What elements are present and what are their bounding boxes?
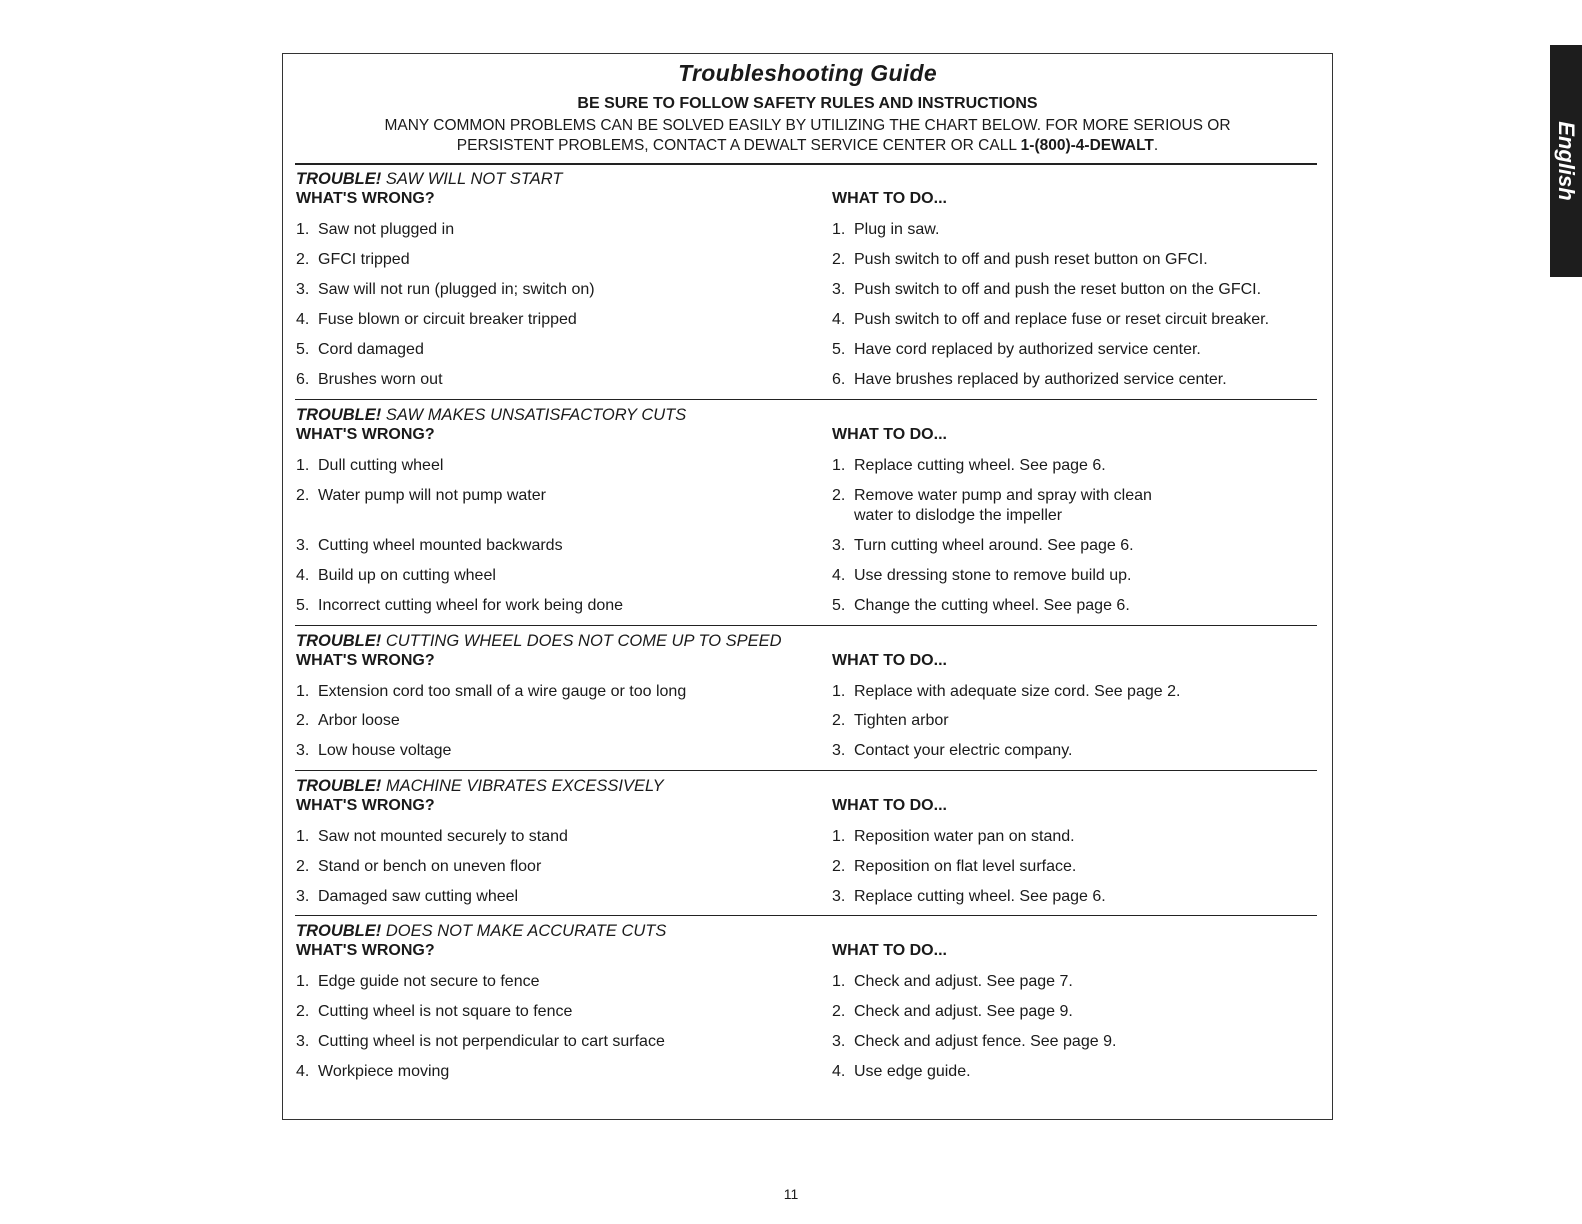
- solution-item: 1. Replace cutting wheel. See page 6.: [832, 457, 1106, 474]
- problem-item: 4. Fuse blown or circuit breaker tripped: [296, 311, 577, 328]
- safety-subtitle: BE SURE TO FOLLOW SAFETY RULES AND INSTRUCTIONS: [577, 95, 1038, 112]
- solution-item: 2. Remove water pump and spray with clean water to dislodge the impeller: [832, 487, 1152, 524]
- section-title: [296, 922, 666, 941]
- trouble-description: CUTTING WHEEL DOES NOT COME UP TO SPEED: [385, 632, 782, 650]
- solution-item: 3. Check and adjust fence. See page 9.: [832, 1033, 1117, 1050]
- trouble-label: TROUBLE!: [296, 777, 382, 795]
- whats-wrong-header: WHAT'S WRONG?: [296, 190, 435, 207]
- problem-item: 2. Water pump will not pump water: [296, 487, 546, 504]
- problem-item: 2. GFCI tripped: [296, 251, 410, 268]
- guide-title: Troubleshooting Guide: [678, 60, 937, 86]
- solution-item: 1. Replace with adequate size cord. See page 2.: [832, 683, 1181, 700]
- solution-item: 4. Use dressing stone to remove build up.: [832, 567, 1132, 584]
- problem-item: 1. Extension cord too small of a wire gauge or too long: [296, 683, 687, 700]
- problem-item: 5. Incorrect cutting wheel for work being done: [296, 597, 624, 614]
- intro-line-1: MANY COMMON PROBLEMS CAN BE SOLVED EASILY BY UTILIZING THE CHART BELOW. FOR MORE SERIOUS OR: [384, 117, 1231, 134]
- solution-item: 5. Have cord replaced by authorized service center.: [832, 341, 1201, 358]
- whats-wrong-header: WHAT'S WRONG?: [296, 797, 435, 814]
- section-title: [296, 406, 686, 425]
- service-phone: 1-(800)-4-DEWALT: [1020, 137, 1154, 154]
- problem-item: 1. Saw not plugged in: [296, 221, 455, 238]
- what-to-do-header: WHAT TO DO...: [832, 797, 947, 814]
- solution-item: 2. Tighten arbor: [832, 712, 949, 729]
- solution-item: 3. Turn cutting wheel around. See page 6.: [832, 537, 1134, 554]
- problem-item: 6. Brushes worn out: [296, 371, 443, 388]
- section-divider: [295, 770, 1317, 771]
- problem-item: 2. Stand or bench on uneven floor: [296, 858, 542, 875]
- section-divider: [295, 625, 1317, 626]
- page-number: 11: [783, 1186, 799, 1202]
- whats-wrong-header: WHAT'S WRONG?: [296, 426, 435, 443]
- what-to-do-header: WHAT TO DO...: [832, 190, 947, 207]
- solution-item: 5. Change the cutting wheel. See page 6.: [832, 597, 1130, 614]
- problem-item: 4. Build up on cutting wheel: [296, 567, 496, 584]
- problem-item: 3. Damaged saw cutting wheel: [296, 888, 519, 905]
- problem-item: 4. Workpiece moving: [296, 1063, 450, 1080]
- whats-wrong-header: WHAT'S WRONG?: [296, 652, 435, 669]
- section-title: [296, 777, 664, 796]
- solution-item: 1. Reposition water pan on stand.: [832, 828, 1075, 845]
- header-divider: [295, 163, 1317, 165]
- problem-item: 3. Cutting wheel mounted backwards: [296, 537, 563, 554]
- trouble-label: TROUBLE!: [296, 632, 382, 650]
- troubleshooting-frame: [282, 53, 1333, 1120]
- intro-line-2-suffix: .: [1153, 137, 1159, 154]
- problem-item: 5. Cord damaged: [296, 341, 424, 358]
- language-tab-label: English: [1554, 121, 1579, 201]
- solution-item: 1. Plug in saw.: [832, 221, 940, 238]
- trouble-label: TROUBLE!: [296, 922, 382, 940]
- solution-item: 2. Push switch to off and push reset button on GFCI.: [832, 251, 1208, 268]
- section-title: [296, 632, 782, 651]
- solution-item: 3. Replace cutting wheel. See page 6.: [832, 888, 1106, 905]
- trouble-description: SAW WILL NOT START: [385, 170, 563, 188]
- solution-item: 2. Reposition on flat level surface.: [832, 858, 1077, 875]
- trouble-label: TROUBLE!: [296, 406, 382, 424]
- solution-item: 2. Check and adjust. See page 9.: [832, 1003, 1073, 1020]
- section-divider: [295, 915, 1317, 916]
- solution-item: 3. Contact your electric company.: [832, 742, 1073, 759]
- solution-item: 6. Have brushes replaced by authorized service center.: [832, 371, 1227, 388]
- problem-item: 1. Dull cutting wheel: [296, 457, 444, 474]
- language-side-tab: [1550, 45, 1582, 277]
- problem-item: 3. Cutting wheel is not perpendicular to cart surface: [296, 1033, 665, 1050]
- problem-item: 3. Saw will not run (plugged in; switch on): [296, 281, 595, 298]
- whats-wrong-header: WHAT'S WRONG?: [296, 942, 435, 959]
- problem-item: 1. Edge guide not secure to fence: [296, 973, 540, 990]
- solution-item: 3. Push switch to off and push the reset button on the GFCI.: [832, 281, 1262, 298]
- solution-item: 1. Check and adjust. See page 7.: [832, 973, 1073, 990]
- intro-text: [323, 116, 1292, 156]
- trouble-label: TROUBLE!: [296, 170, 382, 188]
- trouble-description: SAW MAKES UNSATISFACTORY CUTS: [385, 406, 687, 424]
- section-title: [296, 170, 563, 189]
- problem-item: 2. Arbor loose: [296, 712, 400, 729]
- solution-item: 4. Push switch to off and replace fuse or reset circuit breaker.: [832, 311, 1270, 328]
- what-to-do-header: WHAT TO DO...: [832, 652, 947, 669]
- intro-line-2: [323, 136, 1292, 156]
- what-to-do-header: WHAT TO DO...: [832, 426, 947, 443]
- problem-item: 3. Low house voltage: [296, 742, 452, 759]
- problem-item: 1. Saw not mounted securely to stand: [296, 828, 568, 845]
- problem-item: 2. Cutting wheel is not square to fence: [296, 1003, 573, 1020]
- trouble-description: DOES NOT MAKE ACCURATE CUTS: [385, 922, 667, 940]
- section-divider: [295, 399, 1317, 400]
- solution-item: 4. Use edge guide.: [832, 1063, 971, 1080]
- what-to-do-header: WHAT TO DO...: [832, 942, 947, 959]
- intro-line-2-prefix: PERSISTENT PROBLEMS, CONTACT A DEWALT SERVICE CENTER OR CALL: [456, 137, 1021, 154]
- trouble-description: MACHINE VIBRATES EXCESSIVELY: [385, 777, 664, 795]
